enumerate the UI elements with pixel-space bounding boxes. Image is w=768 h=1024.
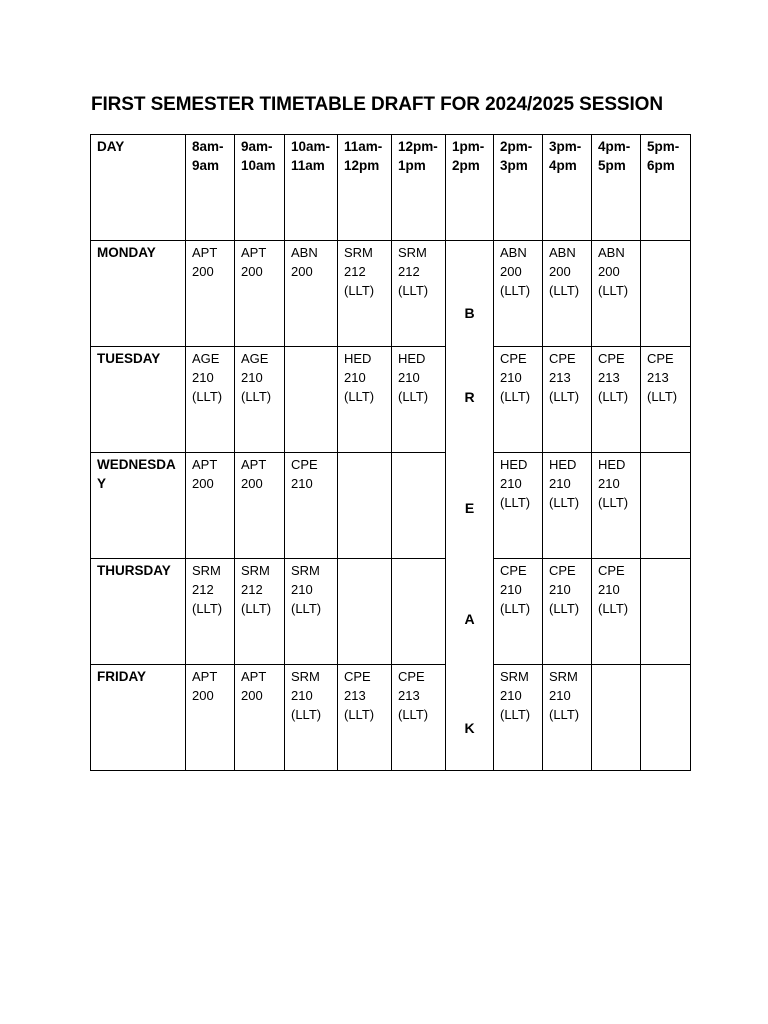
course-cell bbox=[543, 559, 592, 665]
day-label: FRIDAY bbox=[97, 669, 147, 684]
break-letter: A bbox=[464, 611, 475, 627]
course-cell bbox=[641, 453, 691, 559]
header-cell-3pm bbox=[543, 135, 592, 241]
header-cell-11am bbox=[338, 135, 392, 241]
day-cell bbox=[91, 453, 186, 559]
header-cell-1pm bbox=[446, 135, 494, 241]
course-cell bbox=[285, 241, 338, 347]
course-cell bbox=[235, 665, 285, 771]
course-text: SRM 212 (LLT) bbox=[398, 245, 429, 298]
header-cell-day bbox=[91, 135, 186, 241]
header-label: 10am- 11am bbox=[291, 139, 331, 173]
course-cell bbox=[285, 347, 338, 453]
day-cell bbox=[91, 559, 186, 665]
course-cell bbox=[186, 453, 235, 559]
course-cell bbox=[235, 559, 285, 665]
timetable bbox=[90, 134, 691, 771]
course-cell bbox=[338, 453, 392, 559]
course-cell bbox=[592, 559, 641, 665]
course-text: SRM 212 (LLT) bbox=[344, 245, 375, 298]
course-text: CPE 210 bbox=[291, 457, 318, 491]
course-text: APT 200 bbox=[192, 457, 218, 491]
course-text: AGE 210 (LLT) bbox=[192, 351, 223, 404]
course-text: AGE 210 (LLT) bbox=[241, 351, 272, 404]
course-text: APT 200 bbox=[192, 245, 218, 279]
course-text: SRM 210 (LLT) bbox=[549, 669, 580, 722]
course-text: HED 210 (LLT) bbox=[344, 351, 375, 404]
course-cell bbox=[186, 665, 235, 771]
course-cell bbox=[494, 453, 543, 559]
header-label: 5pm- 6pm bbox=[647, 139, 680, 173]
header-cell-8am bbox=[186, 135, 235, 241]
course-cell bbox=[592, 453, 641, 559]
break-letter: R bbox=[464, 389, 475, 405]
course-text: ABN 200 (LLT) bbox=[549, 245, 580, 298]
course-cell bbox=[392, 453, 446, 559]
course-text: ABN 200 (LLT) bbox=[500, 245, 531, 298]
course-cell bbox=[235, 241, 285, 347]
header-label: 1pm- 2pm bbox=[452, 139, 485, 173]
course-text: SRM 210 (LLT) bbox=[291, 563, 322, 616]
header-cell-4pm bbox=[592, 135, 641, 241]
course-text: ABN 200 bbox=[291, 245, 318, 279]
day-cell bbox=[91, 665, 186, 771]
header-label: 11am- 12pm bbox=[344, 139, 383, 173]
header-cell-12pm bbox=[392, 135, 446, 241]
course-text: CPE 210 (LLT) bbox=[598, 563, 629, 616]
day-label: MONDAY bbox=[97, 245, 156, 260]
course-cell bbox=[285, 559, 338, 665]
course-cell bbox=[592, 241, 641, 347]
header-label: 9am- 10am bbox=[241, 139, 276, 173]
header-label: 4pm- 5pm bbox=[598, 139, 631, 173]
course-cell bbox=[392, 665, 446, 771]
header-label: 3pm- 4pm bbox=[549, 139, 582, 173]
course-text: SRM 210 (LLT) bbox=[500, 669, 531, 722]
break-letter: B bbox=[464, 305, 475, 321]
course-text: APT 200 bbox=[192, 669, 218, 703]
header-row bbox=[91, 135, 691, 241]
course-cell bbox=[235, 347, 285, 453]
course-cell bbox=[285, 453, 338, 559]
course-text: ABN 200 (LLT) bbox=[598, 245, 629, 298]
day-cell bbox=[91, 347, 186, 453]
table-row-tuesday bbox=[91, 347, 691, 453]
course-text: HED 210 (LLT) bbox=[598, 457, 629, 510]
course-text: CPE 210 (LLT) bbox=[500, 351, 531, 404]
header-cell-2pm bbox=[494, 135, 543, 241]
course-text: CPE 213 (LLT) bbox=[647, 351, 678, 404]
header-cell-10am bbox=[285, 135, 338, 241]
break-column bbox=[446, 241, 494, 771]
course-cell bbox=[186, 241, 235, 347]
course-cell bbox=[338, 347, 392, 453]
course-cell bbox=[494, 665, 543, 771]
break-letter: K bbox=[464, 720, 475, 736]
course-cell bbox=[592, 665, 641, 771]
table-row-friday bbox=[91, 665, 691, 771]
course-text: CPE 213 (LLT) bbox=[344, 669, 375, 722]
course-cell bbox=[543, 665, 592, 771]
course-cell bbox=[641, 241, 691, 347]
day-label: TUESDAY bbox=[97, 351, 161, 366]
course-cell bbox=[338, 559, 392, 665]
course-text: CPE 213 (LLT) bbox=[398, 669, 429, 722]
header-label: DAY bbox=[97, 139, 125, 154]
header-cell-9am bbox=[235, 135, 285, 241]
course-cell bbox=[338, 665, 392, 771]
course-text: CPE 210 (LLT) bbox=[500, 563, 531, 616]
course-cell bbox=[392, 559, 446, 665]
course-text: APT 200 bbox=[241, 457, 267, 491]
course-text: CPE 210 (LLT) bbox=[549, 563, 580, 616]
course-cell bbox=[641, 559, 691, 665]
header-cell-5pm bbox=[641, 135, 691, 241]
day-cell bbox=[91, 241, 186, 347]
course-cell bbox=[338, 241, 392, 347]
course-cell bbox=[543, 241, 592, 347]
course-cell bbox=[285, 665, 338, 771]
day-label: THURSDAY bbox=[97, 563, 171, 578]
course-text: HED 210 (LLT) bbox=[500, 457, 531, 510]
course-cell bbox=[186, 559, 235, 665]
break-letter: E bbox=[464, 500, 475, 516]
course-text: APT 200 bbox=[241, 245, 267, 279]
course-cell bbox=[392, 241, 446, 347]
course-cell bbox=[392, 347, 446, 453]
course-text: SRM 210 (LLT) bbox=[291, 669, 322, 722]
course-cell bbox=[641, 347, 691, 453]
course-text: HED 210 (LLT) bbox=[549, 457, 580, 510]
course-cell bbox=[494, 347, 543, 453]
course-cell bbox=[543, 347, 592, 453]
course-text: CPE 213 (LLT) bbox=[598, 351, 629, 404]
course-text: HED 210 (LLT) bbox=[398, 351, 429, 404]
header-label: 8am- 9am bbox=[192, 139, 224, 173]
course-cell bbox=[186, 347, 235, 453]
course-text: CPE 213 (LLT) bbox=[549, 351, 580, 404]
course-text: SRM 212 (LLT) bbox=[192, 563, 223, 616]
course-cell bbox=[592, 347, 641, 453]
course-cell bbox=[641, 665, 691, 771]
table-row-monday bbox=[91, 241, 691, 347]
course-text: SRM 212 (LLT) bbox=[241, 563, 272, 616]
page-title: FIRST SEMESTER TIMETABLE DRAFT FOR 2024/2025 SESSION bbox=[91, 94, 663, 115]
day-label: WEDNESDAY bbox=[97, 457, 176, 491]
course-text: APT 200 bbox=[241, 669, 267, 703]
course-cell bbox=[494, 241, 543, 347]
course-cell bbox=[235, 453, 285, 559]
course-cell bbox=[494, 559, 543, 665]
header-label: 2pm- 3pm bbox=[500, 139, 533, 173]
header-label: 12pm- 1pm bbox=[398, 139, 438, 173]
table-row-thursday bbox=[91, 559, 691, 665]
table-row-wednesday bbox=[91, 453, 691, 559]
course-cell bbox=[543, 453, 592, 559]
